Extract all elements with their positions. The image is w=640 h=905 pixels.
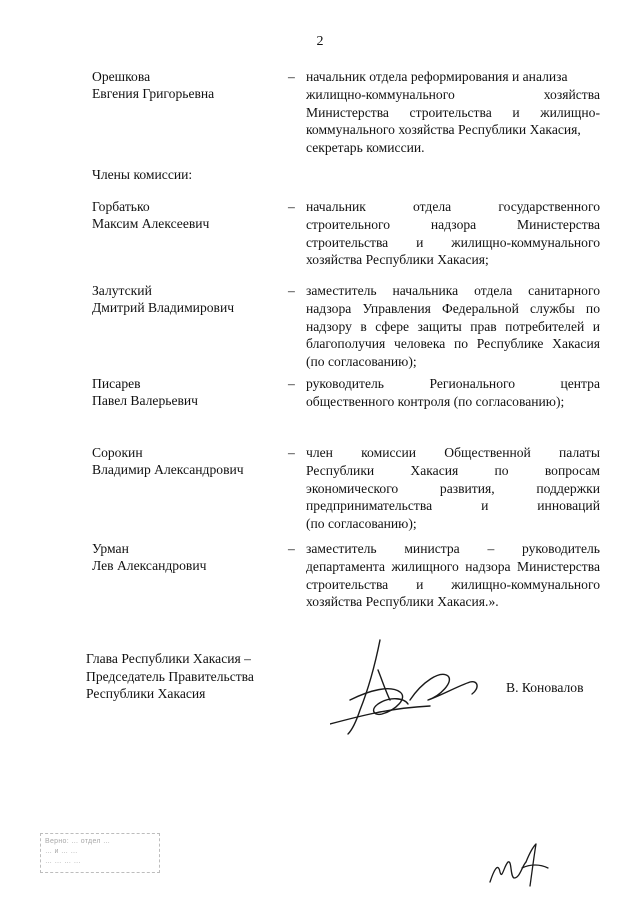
person-surname: Писарев (92, 376, 141, 391)
person-surname: Залутский (92, 283, 152, 298)
signatory-position: Глава Республики Хакасия – Председатель Правительства Республики Хакасия (86, 651, 254, 702)
members-heading: Члены комиссии: (92, 167, 193, 182)
person-surname: Горбатько (92, 199, 150, 214)
person-position: руководитель Регионального центра общественного контроля (по согласованию); (306, 376, 600, 409)
dash-separator: – (288, 376, 295, 391)
person-given-names: Дмитрий Владимирович (92, 300, 235, 315)
person-position: член комиссии Общественной палаты Республики Хакасия по вопросам экономического развития, поддержки предпринимательства и инноваций (по согласованию); (306, 445, 600, 532)
person-given-names: Максим Алексеевич (92, 216, 210, 231)
person-given-names: Павел Валерьевич (92, 393, 199, 408)
signatory-name: В. Коновалов (506, 680, 584, 695)
person-surname: Орешкова (92, 69, 151, 84)
person-given-names: Лев Александрович (92, 558, 207, 573)
person-position: начальник отдела государственного строительного надзора Министерства строительства и жилищно-коммунального хозяйства Республики Хакасия; (306, 199, 600, 268)
person-surname: Сорокин (92, 445, 143, 460)
person-given-names: Евгения Григорьевна (92, 86, 215, 101)
initials-signature (486, 842, 556, 892)
certification-stamp: Верно: … отдел … … и … … … … … … (40, 833, 160, 873)
person-position: заместитель начальника отдела санитарного надзора Управления Федеральной службы по надзору в сфере защиты прав потребителей и благополучия человека по Республике Хакасия (по согласованию); (306, 283, 600, 370)
person-position: начальник отдела реформирования и анализа жилищно-коммунального хозяйства Министерства строительства и жилищно- коммунального хозяйства Республики Хакасия, секретарь комиссии. (306, 69, 600, 156)
dash-separator: – (288, 445, 295, 460)
person-given-names: Владимир Александрович (92, 462, 244, 477)
person-surname: Урман (92, 541, 129, 556)
dash-separator: – (288, 541, 295, 556)
dash-separator: – (288, 283, 295, 298)
dash-separator: – (288, 199, 295, 214)
page-number: 2 (316, 34, 324, 49)
handwritten-signature (330, 630, 500, 740)
dash-separator: – (288, 69, 295, 84)
person-position: заместитель министра – руководитель департамента жилищного надзора Министерства строительства и жилищно-коммунального хозяйства Республики Хакасия.». (306, 541, 600, 610)
